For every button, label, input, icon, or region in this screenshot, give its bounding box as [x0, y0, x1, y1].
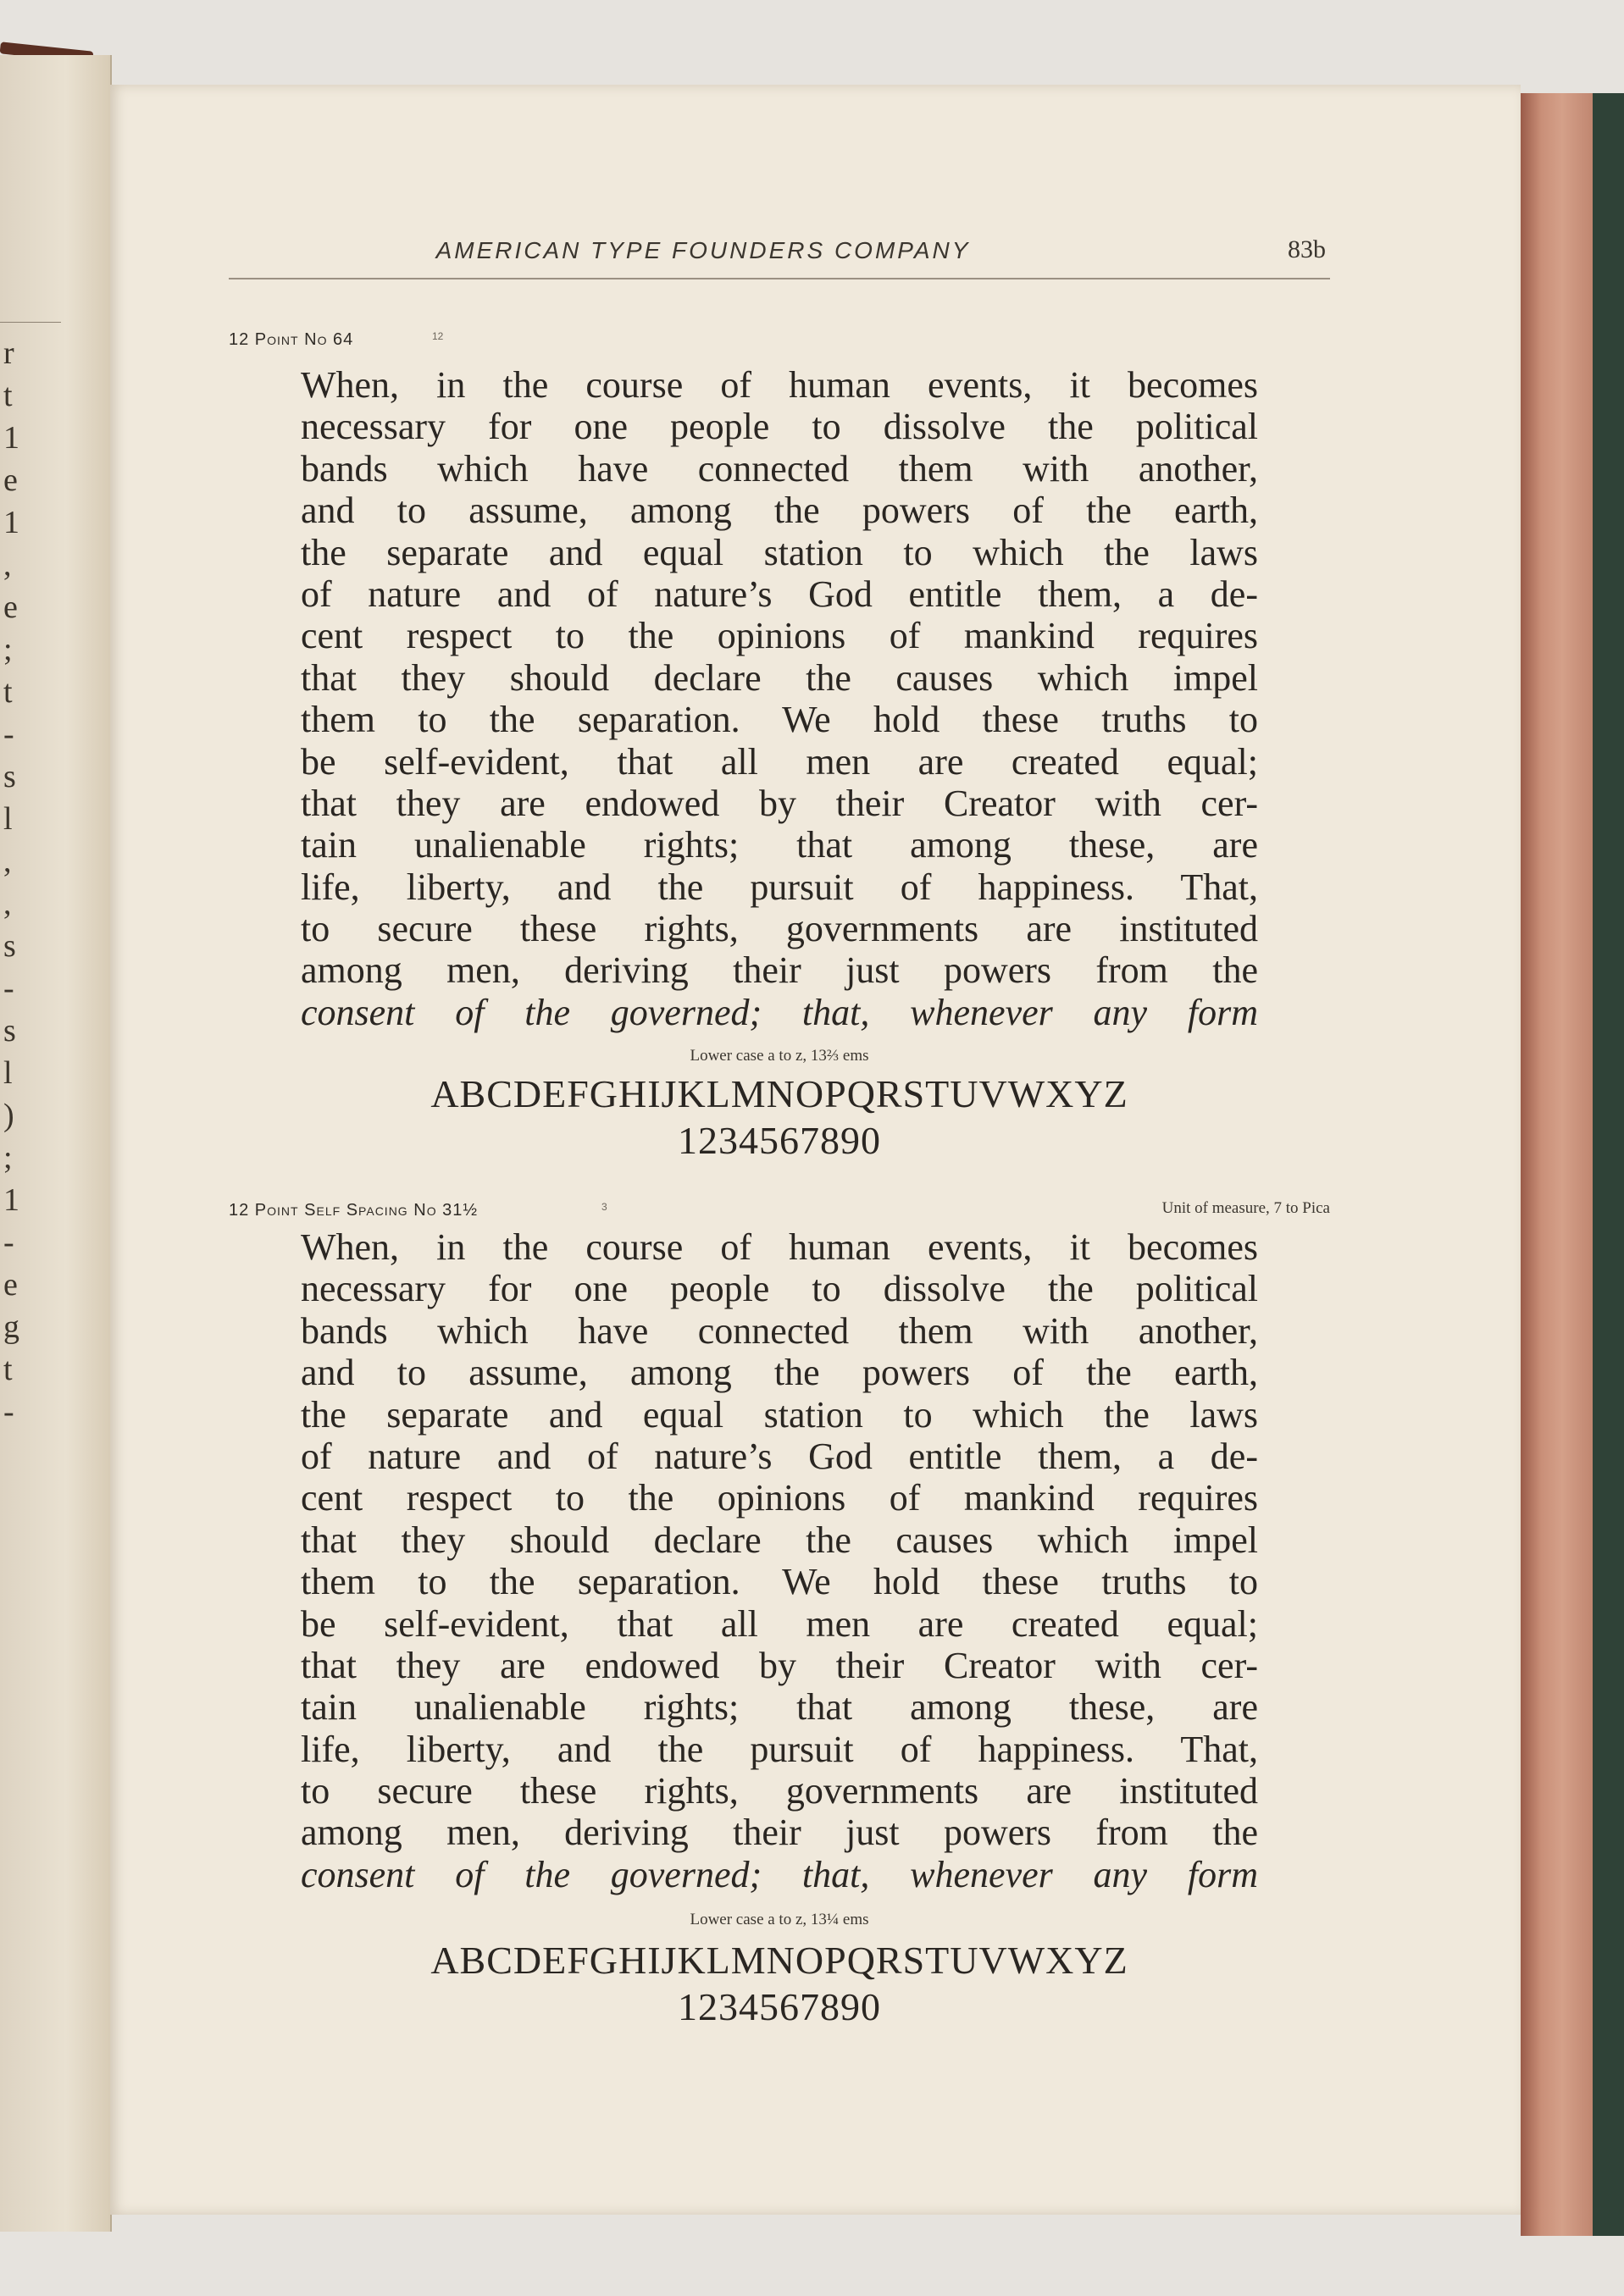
- left-page-fragment: ,: [3, 886, 12, 921]
- specimen-line: be self-evident, that all men are created equal;: [301, 1602, 1258, 1645]
- specimen-2-sup: 3: [601, 1201, 607, 1213]
- specimen-line: When, in the course of human events, it becomes: [301, 364, 1258, 406]
- left-page-fragment: t: [3, 378, 13, 413]
- left-page-fragment: ,: [3, 844, 12, 879]
- specimen-2-unit-note: Unit of measure, 7 to Pica: [1161, 1199, 1330, 1217]
- left-page-fragment: s: [3, 759, 16, 794]
- specimen-line: tain unalienable rights; that among these, are: [301, 1686, 1258, 1729]
- left-page-fragment: -: [3, 1225, 14, 1260]
- specimen-line: them to the separation. We hold these truths to: [301, 699, 1258, 741]
- left-page-fragment: -: [3, 716, 14, 752]
- specimen-line: of nature and of nature’s God entitle them, a de-: [301, 573, 1258, 615]
- left-page-edge: [0, 55, 112, 2232]
- left-page-fragment: s: [3, 928, 16, 964]
- specimen-line: bands which have connected them with another,: [301, 447, 1258, 490]
- left-page-fragment: 1: [3, 1182, 19, 1218]
- page-number-text: 83b: [1288, 235, 1326, 263]
- specimen-line: to secure these rights, governments are instituted: [301, 1770, 1258, 1812]
- left-page-fragment: 1: [3, 505, 19, 540]
- specimen-2-label-text: 12 Point Self Spacing No 31½: [229, 1201, 479, 1220]
- left-page-fragment: l: [3, 801, 13, 837]
- running-head: AMERICAN TYPE FOUNDERS COMPANY: [435, 237, 971, 263]
- left-page-fragment: l: [3, 1055, 13, 1091]
- specimen-line: them to the separation. We hold these truths to: [301, 1561, 1258, 1603]
- specimen-line: and to assume, among the powers of the earth,: [301, 490, 1258, 532]
- specimen-1-sup: 12: [432, 330, 444, 342]
- header-rule: [229, 278, 1330, 279]
- specimen-line: life, liberty, and the pursuit of happiness. That,: [301, 1728, 1258, 1770]
- specimen-2-label: [229, 1201, 478, 1220]
- left-page-fragment: g: [3, 1309, 19, 1345]
- left-page-fragment: ,: [3, 547, 12, 583]
- specimen-1-text: [301, 364, 1258, 1033]
- specimen-line: the separate and equal station to which the laws: [301, 531, 1258, 573]
- left-page-fragment: t: [3, 1352, 13, 1387]
- specimen-line: the separate and equal station to which the laws: [301, 1393, 1258, 1436]
- specimen-1-alphabet: ABCDEFGHIJKLMNOPQRSTUVWXYZ: [430, 1072, 1128, 1115]
- specimen-2-alphabet: ABCDEFGHIJKLMNOPQRSTUVWXYZ: [430, 1939, 1128, 1982]
- specimen-line: among men, deriving their just powers from the: [301, 1812, 1258, 1854]
- specimen-line: consent of the governed; that, whenever any form: [301, 1853, 1258, 1895]
- specimen-line: necessary for one people to dissolve the political: [301, 1268, 1258, 1310]
- specimen-line: among men, deriving their just powers from the: [301, 949, 1258, 992]
- specimen-line: life, liberty, and the pursuit of happiness. That,: [301, 866, 1258, 908]
- specimen-line: cent respect to the opinions of mankind requires: [301, 615, 1258, 657]
- left-page-fragment: e: [3, 1267, 18, 1303]
- left-page-rule: [0, 322, 61, 323]
- specimen-line: that they should declare the causes which impel: [301, 1519, 1258, 1561]
- specimen-line: that they should declare the causes which impel: [301, 656, 1258, 699]
- book-cover: [1593, 93, 1624, 2236]
- specimen-2-alpha-note: Lower case a to z, 13¼ ems: [690, 1911, 869, 1928]
- specimen-line: to secure these rights, governments are instituted: [301, 908, 1258, 950]
- left-page-fragment: r: [3, 335, 14, 371]
- specimen-line: of nature and of nature’s God entitle them, a de-: [301, 1435, 1258, 1477]
- specimen-line: tain unalienable rights; that among these, are: [301, 824, 1258, 866]
- specimen-1-label: [229, 330, 353, 350]
- left-page-fragment: 1: [3, 420, 19, 456]
- left-page-fragment: s: [3, 1013, 16, 1048]
- specimen-line: bands which have connected them with another,: [301, 1309, 1258, 1352]
- specimen-line: and to assume, among the powers of the earth,: [301, 1352, 1258, 1394]
- left-page-fragment: -: [3, 971, 14, 1006]
- specimen-line: be self-evident, that all men are created equal;: [301, 740, 1258, 783]
- specimen-line: consent of the governed; that, whenever any form: [301, 991, 1258, 1033]
- specimen-1-alpha-note: Lower case a to z, 13⅔ ems: [690, 1047, 869, 1065]
- left-page-fragment: t: [3, 674, 13, 710]
- specimen-line: necessary for one people to dissolve the political: [301, 406, 1258, 448]
- page-number: [1288, 235, 1326, 264]
- left-page-fragment: e: [3, 462, 18, 498]
- specimen-line: When, in the course of human events, it becomes: [301, 1226, 1258, 1268]
- specimen-line: that they are endowed by their Creator with cer-: [301, 782, 1258, 824]
- specimen-1-label-text: 12 Point No 64: [229, 330, 354, 349]
- specimen-1-digits: 1234567890: [678, 1119, 881, 1162]
- left-page-fragment: -: [3, 1394, 14, 1430]
- specimen-2-digits: 1234567890: [678, 1985, 881, 2028]
- left-page-fragment: ;: [3, 632, 13, 667]
- specimen-line: that they are endowed by their Creator with cer-: [301, 1644, 1258, 1686]
- left-page-fragment: ;: [3, 1140, 13, 1176]
- left-page-fragment: e: [3, 589, 18, 625]
- specimen-line: cent respect to the opinions of mankind requires: [301, 1477, 1258, 1519]
- specimen-2-text: [301, 1226, 1258, 1895]
- left-page-fragment: ): [3, 1098, 14, 1133]
- page: [110, 85, 1521, 2215]
